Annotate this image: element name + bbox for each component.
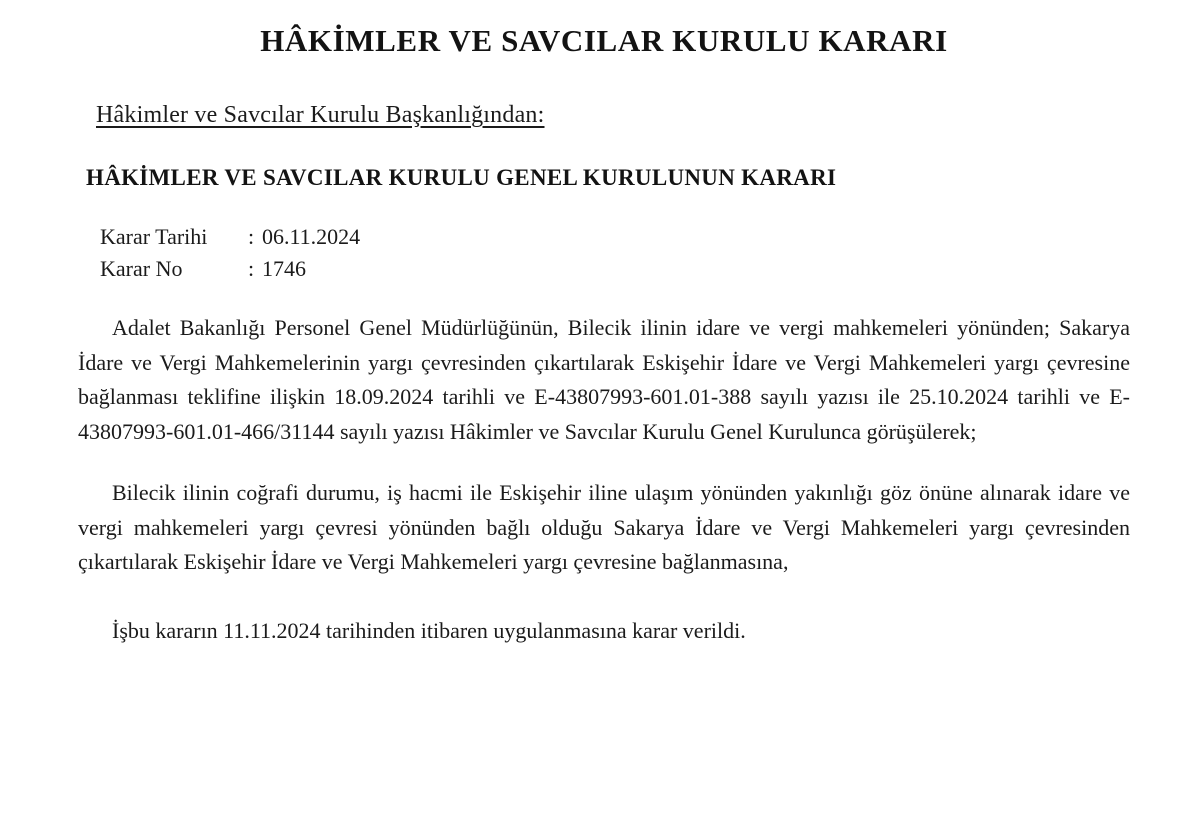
decision-no-row (100, 253, 1130, 285)
page-title: HÂKİMLER VE SAVCILAR KURULU KARARI (260, 23, 948, 58)
decision-no-label: Karar No (100, 255, 183, 281)
decision-date-value: 06.11.2024 (262, 224, 361, 250)
decision-heading: HÂKİMLER VE SAVCILAR KURULU GENEL KURULUNUN KARARI (86, 165, 837, 191)
decision-no-separator: : (248, 255, 255, 281)
decision-date-label: Karar Tarihi (100, 224, 208, 250)
body-paragraph: Bilecik ilinin coğrafi durumu, iş hacmi ile Eskişehir iline ulaşım yönünden yakınlığı göz önüne alınarak idare ve vergi mahkemeleri yargı çevresi yönünden bağlı olduğu Sakarya İdare ve Vergi Mahkemeleri yargı çevresinden çıkartılarak Eskişehir İdare ve Vergi Mahkemeleri yargı çevresine bağlanmasına, (78, 479, 1130, 575)
decision-date-separator: : (248, 224, 255, 250)
decision-no-value: 1746 (262, 255, 306, 281)
issuing-authority: Hâkimler ve Savcılar Kurulu Başkanlığından: (96, 102, 545, 129)
decision-date-row (100, 221, 1130, 253)
body-paragraph: Adalet Bakanlığı Personel Genel Müdürlüğünün, Bilecik ilinin idare ve vergi mahkemeleri yönünden; Sakarya İdare ve Vergi Mahkemelerinin yargı çevresinden çıkartılarak Eskişehir İdare ve Vergi Mahkemeleri yargı çevresine bağlanması teklifine ilişkin 18.09.2024 tarihli ve E-43807993-601.01-388 sayılı yazısı ile 25.10.2024 tarihli ve E-43807993-601.01-466/31144 sayılı yazısı Hâkimler ve Savcılar Kurulu Genel Kurulunca görüşülerek; (78, 314, 1130, 445)
decision-meta (100, 221, 1130, 285)
body-paragraph: İşbu kararın 11.11.2024 tarihinden itibaren uygulanmasına karar verildi. (112, 618, 746, 644)
